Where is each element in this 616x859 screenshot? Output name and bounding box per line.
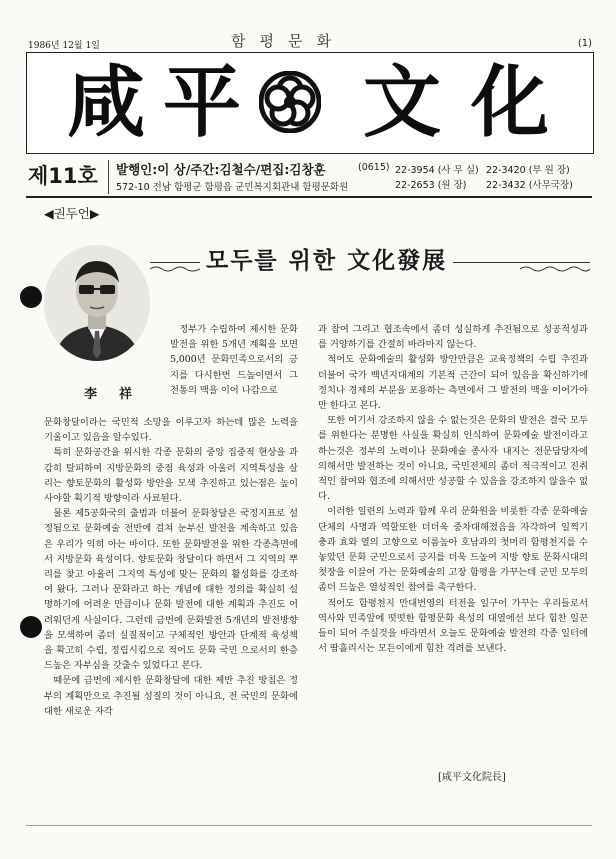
headline-wave-left — [150, 258, 200, 266]
header-rule — [26, 196, 592, 198]
masthead-glyph-2: 平 — [163, 57, 242, 148]
author-signature: [咸平文化院長] — [438, 772, 506, 783]
article-right-column — [318, 322, 588, 656]
paragraph: 물론 제5공화국의 출범과 더불어 문화창달은 국정지표로 설정됨으로 문화예술 전반에 걸쳐 눈부신 발전을 계속하고 있음은 우리가 익히 아는 바이다. 또한 문화발전을 위한 각종측면에서 지방문화 육성이다. 향토문화 창달이다 하면서 그 지역의 뿌리를 찾고 아울러 그지역 특성에 맞는 문화의 활성화를 강조하여 왔다. 그러나 문화라고 하는 개념에 대한 정의를 확실히 설명하기에 어려운 만큼이나 문화 발전에 대한 계획과 추진도 어려워던게 사실이다. 그런데 금번에 문화발전 5개년의 발전방향을 모색하여 좀더 실질적이고 구체적인 방안과 단계적 육성책을 확고히 수립, 정립시킴으로 적어도 문화 국민 으로서의 한층 드높은 자부심을 갖출수 있었다고 본다. — [44, 508, 298, 672]
issue-date: 1986년 12월 1일 — [28, 41, 100, 51]
phone-secretary: 22-3432 (사무국장) — [486, 180, 573, 191]
binding-hole-top — [20, 286, 42, 308]
page-number: (1) — [577, 38, 592, 49]
paragraph: 또한 여기서 강조하지 않을 수 없는것은 문화의 발전은 결국 모두를 위한다는 분명한 사실을 확실히 인식하여 문화예술 발전이라고 하는것은 정부의 노력이나 문화예술 종사자 내지는 전문담당자에 의해서만 발전하는 것이 아니요, 국민전체의 좀더 적극적이고 진취적인 참여와 협조에 의해서만 성공할 수 있음을 강조하지 않을수 없다. — [318, 415, 588, 503]
issue-divider — [108, 160, 109, 194]
publisher-address: 572-10 전남 함평군 함평읍 군민복지회관내 함평문화원 — [116, 182, 349, 193]
phone-office2: 22-2653 (원 장) — [395, 180, 467, 191]
masthead — [26, 52, 594, 154]
petal-roundel-icon — [259, 71, 321, 137]
paragraph: 특히 문화공간을 위시한 각종 문화의 중앙 집중적 현상을 과감히 탈피하여 지방문화의 중점 육성과 아울러 지역특성을 살리는 향토문화의 활성화 방안을 모색 추진하고 있는점은 높이 사야할 획기적 방향이라 사료된다. — [44, 447, 298, 505]
paragraph: 문화창달이라는 국민적 소망을 이루고자 하는데 많은 노력을 기울이고 있음을 알수있다. — [44, 417, 298, 444]
article-headline: 모두를 위한 文化發展 — [200, 242, 453, 275]
paragraph: 이러한 일련의 노력과 함께 우리 문화원을 비롯한 각종 문화예술 단체의 사명과 역할또한 더더욱 중차대해졌음을 자각하여 일찍기 충과 효와 열의 고향으로 이름높아 호남과의 첫머리 함평천지를 수 놓았던 문화 군민으로서 긍지를 더욱 드높여 지방 향토 문화시대의 첫장을 이끌어 가는 문화예술의 고장 함평을 가꾸는데 군민 모두의 좀더 드높은 열성적인 참여를 촉구한다. — [318, 506, 588, 594]
phone-office: 22-3954 (사 무 실) — [395, 165, 479, 176]
phone-area-code: (0615) — [358, 162, 390, 173]
page-bottom-rule — [26, 825, 592, 826]
article-intro: 정부가 수립하여 제시한 문화발전을 위한 5개년 계획을 보면 5,000년 문화민족으로서의 긍지를 다시한번 드높이면서 그 전통의 맥을 이어 나감으로 — [170, 324, 298, 396]
masthead-glyph-3: 文 — [363, 57, 442, 148]
author-photo — [44, 245, 150, 361]
binding-hole-bottom — [20, 616, 42, 638]
phone-vice: 22-3420 (부 원 장) — [486, 165, 570, 176]
issue-number: 제11호 — [28, 164, 98, 188]
headline-wave-right — [520, 258, 590, 266]
masthead-glyph-1: 咸 — [67, 57, 146, 148]
column-label: ◀권두언▶ — [44, 206, 100, 221]
paragraph: 때문에 금번에 제시한 문화창달에 대한 제반 추진 방침은 정부의 계획만으로 추진될 성질의 것이 아니요, 전 국민의 문화에 대한 새로운 자각 — [44, 675, 298, 717]
article-left-column — [44, 415, 298, 719]
paragraph: 적어도 함평천지 만대번영의 터전을 일구어 가꾸는 우리들로서 역사와 민족앞에 떳떳한 함평문화 육성의 대열에선 보다 힘찬 일꾼들이 되어 주실것을 바라면서 오늘도 문화예술 발전의 각종 일터에서 땀흘리시는 모든이에게 힘찬 격려를 보낸다. — [318, 597, 588, 655]
header-kicker: 함평문화 — [231, 32, 345, 50]
paragraph: 적어도 문화예술의 활성화 방안만큼은 교육정책의 수립 추진과 더불어 국가 백년지대계의 기본적 근간이 되어 있음을 확신하기에 정치나 경제의 부분을 포용하는 측면에서 그 발전의 맥을 이어가야만 한다고 본다. — [318, 354, 588, 412]
paragraph: 과 참여 그리고 협조속에서 좀더 성실하게 추진됨으로 성공적성과를 거양하기를 간절히 바라마지 않는다. — [318, 324, 588, 351]
author-name: 李祥 — [84, 387, 155, 402]
masthead-glyph-4: 化 — [471, 57, 550, 148]
publisher-line: 발행인:이 상/주간:김철수/편집:김창훈 — [116, 162, 326, 177]
